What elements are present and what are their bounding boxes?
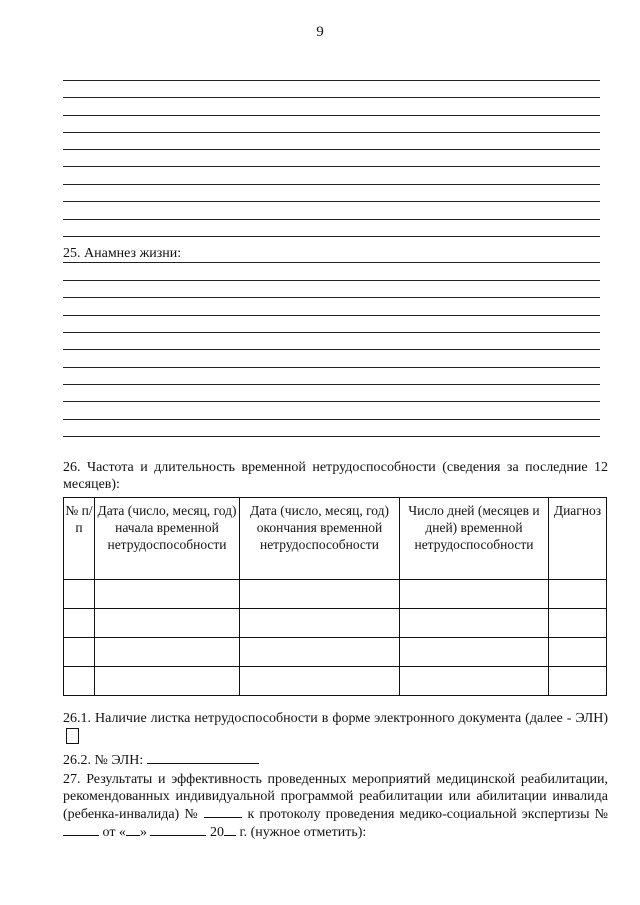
column-header-number: № п/п	[64, 498, 95, 580]
writing-line[interactable]	[63, 80, 600, 81]
table-header-row	[64, 498, 607, 580]
section-26-heading: 26. Частота и длительность временной нетрудоспособности (сведения за последние 12 месяцев):	[63, 460, 608, 492]
table-row	[64, 638, 607, 667]
section-26-1-text: 26.1. Наличие листка нетрудоспособности в форме электронного документа (далее - ЭЛН)	[63, 711, 608, 726]
section-27-text: от «	[102, 825, 126, 840]
table-cell[interactable]	[64, 580, 95, 609]
year-field[interactable]	[224, 823, 236, 836]
writing-line[interactable]	[63, 401, 600, 402]
table-cell[interactable]	[549, 667, 607, 696]
writing-line[interactable]	[63, 115, 600, 116]
section-27	[63, 771, 608, 841]
table-cell[interactable]	[64, 638, 95, 667]
section-25-label: 25. Анамнез жизни:	[63, 246, 182, 261]
table-cell[interactable]	[240, 667, 400, 696]
table-cell[interactable]	[240, 609, 400, 638]
section-26-1	[63, 709, 608, 748]
table-cell[interactable]	[64, 609, 95, 638]
ipra-number-field[interactable]	[204, 805, 242, 818]
writing-line[interactable]	[63, 219, 600, 220]
table-row	[64, 667, 607, 696]
section-27-text: 27. Результаты и эффективность проведенных мероприятий медицинской реабилитации, рекомендованных индивидуальной программой реабилитации или абилитации инвалида (ребенка-инвалида) №	[63, 772, 608, 822]
writing-line[interactable]	[63, 97, 600, 98]
writing-line[interactable]	[63, 280, 600, 281]
writing-line[interactable]	[63, 384, 600, 385]
writing-line[interactable]	[63, 332, 600, 333]
eln-number-field[interactable]	[147, 751, 259, 764]
day-field[interactable]	[126, 823, 140, 836]
section-26-2-label: 26.2. № ЭЛН:	[63, 753, 144, 768]
writing-line[interactable]	[63, 297, 600, 298]
writing-line[interactable]	[63, 436, 600, 437]
table-cell[interactable]	[549, 609, 607, 638]
column-header-end-date: Дата (число, месяц, год) окончания временной нетрудоспособности	[240, 498, 400, 580]
writing-line[interactable]	[63, 132, 600, 133]
table-cell[interactable]	[95, 667, 240, 696]
column-header-days: Число дней (месяцев и дней) временной нетрудоспособности	[400, 498, 549, 580]
writing-line[interactable]	[63, 367, 600, 368]
writing-line[interactable]	[63, 315, 600, 316]
writing-line[interactable]	[63, 149, 600, 150]
month-field[interactable]	[150, 823, 206, 836]
page-number: 9	[316, 24, 324, 40]
writing-line[interactable]	[63, 236, 600, 237]
table-cell[interactable]	[400, 580, 549, 609]
section-26-2	[63, 751, 259, 769]
writing-line[interactable]	[63, 166, 600, 167]
eln-checkbox[interactable]	[66, 728, 79, 744]
table-cell[interactable]	[95, 609, 240, 638]
table-cell[interactable]	[240, 638, 400, 667]
table-cell[interactable]	[64, 667, 95, 696]
section-27-text: к протоколу проведения медико-социальной экспертизы №	[247, 807, 609, 822]
table-cell[interactable]	[549, 580, 607, 609]
writing-line[interactable]	[63, 419, 600, 420]
column-header-diagnosis: Диагноз	[549, 498, 607, 580]
table-cell[interactable]	[240, 580, 400, 609]
column-header-start-date: Дата (число, месяц, год) начала временной нетрудоспособности	[95, 498, 240, 580]
temporary-disability-table	[63, 497, 607, 696]
protocol-number-field[interactable]	[63, 823, 99, 836]
table-cell[interactable]	[400, 609, 549, 638]
section-27-text: г. (нужное отметить):	[239, 825, 367, 840]
table-cell[interactable]	[400, 638, 549, 667]
table-cell[interactable]	[400, 667, 549, 696]
writing-line[interactable]	[63, 201, 600, 202]
writing-line[interactable]	[63, 184, 600, 185]
table-cell[interactable]	[95, 638, 240, 667]
section-27-text: »	[139, 825, 147, 840]
section-27-text: 20	[209, 825, 224, 840]
table-row	[64, 580, 607, 609]
table-cell[interactable]	[95, 580, 240, 609]
writing-line[interactable]	[63, 349, 600, 350]
writing-line[interactable]	[63, 262, 600, 263]
table-row	[64, 609, 607, 638]
table-cell[interactable]	[549, 638, 607, 667]
